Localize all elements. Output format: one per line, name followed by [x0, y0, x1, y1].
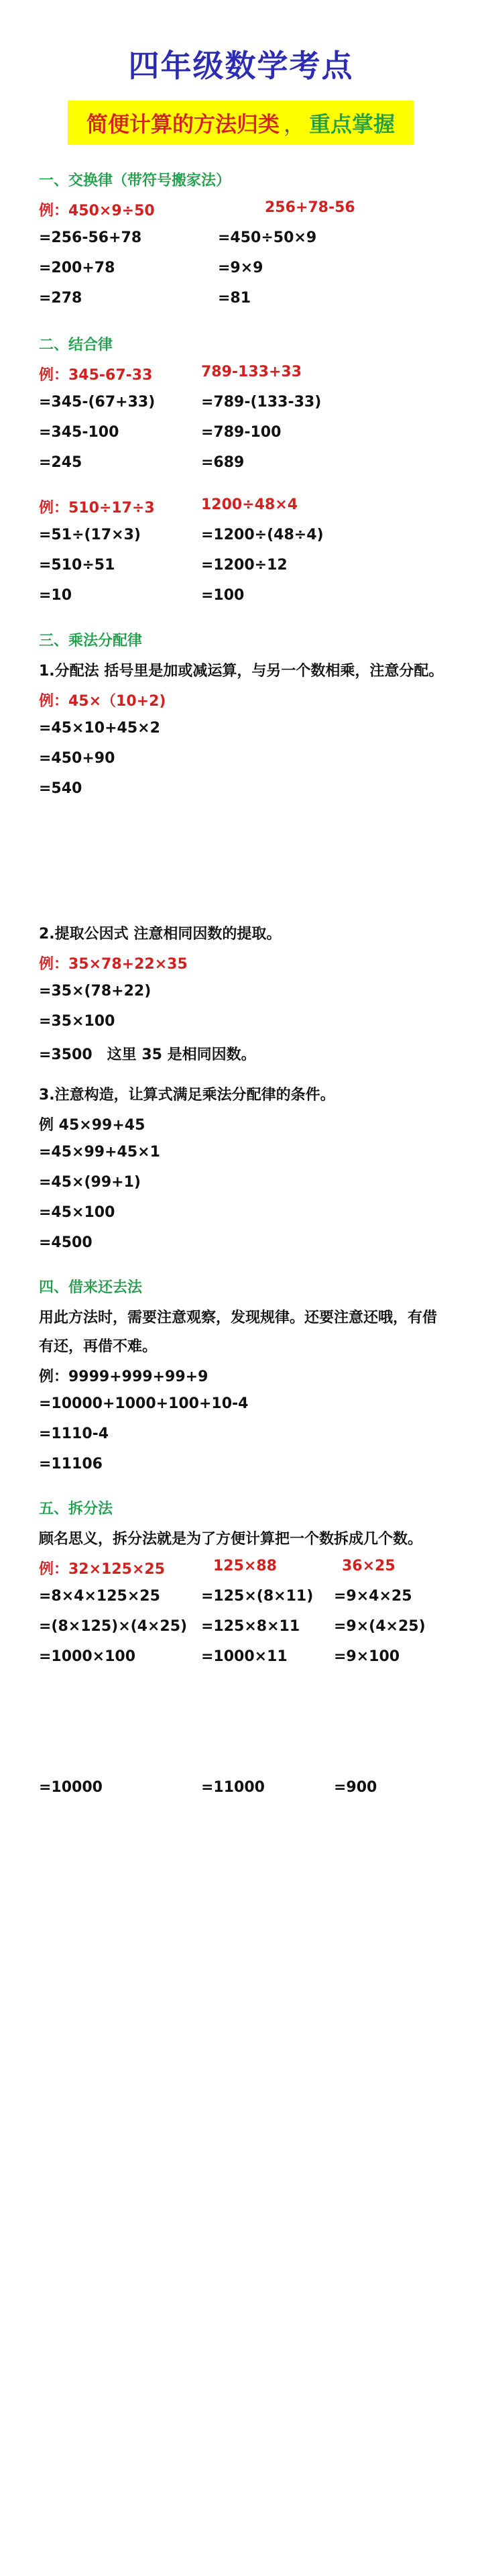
description-line: 用此方法时，需要注意观察，发现规律。还要注意还哦，有借 — [39, 1309, 438, 1326]
step-line: =510÷51 — [39, 557, 115, 574]
step-line: =(8×125)×(4×25) — [39, 1618, 188, 1635]
step-line: =45×99+45×1 — [39, 1144, 160, 1161]
banner-text-main: 简便计算的方法归类 — [86, 111, 280, 137]
step-line: =9×100 — [334, 1648, 400, 1665]
step-line: =789-(133-33) — [201, 394, 322, 411]
subtitle-banner — [68, 101, 414, 145]
example-line: 例：345-67-33 — [39, 367, 153, 384]
step-line: =81 — [218, 290, 251, 307]
example-line: 789-133+33 — [201, 364, 302, 380]
description-line: 有还，再借不难。 — [39, 1338, 158, 1355]
step-line: =10000 — [39, 1779, 103, 1796]
example-line: 36×25 — [342, 1558, 396, 1574]
page-title: 四年级数学考点 — [128, 48, 354, 84]
step-line: =345-100 — [39, 424, 119, 441]
step-line: =245 — [39, 454, 82, 471]
step-line: =278 — [39, 290, 82, 307]
step-line: =1200÷(48÷4) — [201, 527, 324, 543]
example-line: 例：45×（10+2) — [39, 693, 166, 710]
subheading: 2.提取公因式 注意相同因数的提取。 — [39, 926, 282, 943]
step-line: =3500 这里 35 是相同因数。 — [39, 1046, 256, 1063]
step-line: =689 — [201, 454, 245, 471]
step-line: =1110-4 — [39, 1426, 109, 1442]
subheading: 3.注意构造，让算式满足乘法分配律的条件。 — [39, 1087, 335, 1104]
step-line: =345-(67+33) — [39, 394, 156, 411]
example-line: 1200÷48×4 — [201, 496, 298, 513]
step-line: =10000+1000+100+10-4 — [39, 1395, 249, 1412]
step-line: =45×100 — [39, 1204, 115, 1221]
step-line: =35×(78+22) — [39, 983, 152, 1000]
step-line: =4500 — [39, 1234, 93, 1251]
description-line: 顾名思义，拆分法就是为了方便计算把一个数拆成几个数。 — [39, 1531, 423, 1548]
section-heading-borrow-return: 四、借来还去法 — [39, 1279, 143, 1296]
step-line: =1200÷12 — [201, 557, 288, 574]
section-heading-distributive: 三、乘法分配律 — [39, 633, 143, 649]
step-line: =450÷50×9 — [218, 229, 317, 246]
example-line: 例：510÷17÷3 — [39, 500, 155, 517]
step-line: =1000×100 — [39, 1648, 136, 1665]
step-line: =9×9 — [218, 260, 263, 276]
example-line: 例 45×99+45 — [39, 1117, 145, 1134]
step-line: =900 — [334, 1779, 377, 1796]
step-line: =256-56+78 — [39, 229, 142, 246]
step-line: =9×4×25 — [334, 1588, 412, 1605]
step-line: =45×10+45×2 — [39, 720, 160, 737]
banner-text-emphasis: 重点掌握 — [309, 111, 396, 137]
step-line: =11106 — [39, 1456, 103, 1472]
example-line: 125×88 — [213, 1558, 277, 1574]
step-line: =200+78 — [39, 260, 115, 276]
example-line: 例：9999+999+99+9 — [39, 1368, 208, 1385]
example-line: 例：450×9÷50 — [39, 203, 155, 219]
section-heading-split: 五、拆分法 — [39, 1501, 113, 1517]
step-line: =100 — [201, 587, 245, 604]
step-line: =45×(99+1) — [39, 1174, 141, 1191]
subheading: 1.分配法 括号里是加或减运算，与另一个数相乘，注意分配。 — [39, 663, 444, 680]
step-line: =125×(8×11) — [201, 1588, 314, 1605]
step-line: =10 — [39, 587, 72, 604]
step-line: =450+90 — [39, 750, 115, 767]
step-line: =11000 — [201, 1779, 265, 1796]
example-line: 例：35×78+22×35 — [39, 956, 188, 973]
step-line: =8×4×125×25 — [39, 1588, 160, 1605]
step-line: =125×8×11 — [201, 1618, 300, 1635]
example-line: 256+78-56 — [265, 199, 355, 216]
step-line: =789-100 — [201, 424, 282, 441]
step-line: =540 — [39, 780, 82, 797]
section-heading-associative: 二、结合律 — [39, 337, 113, 354]
step-line: =1000×11 — [201, 1648, 288, 1665]
step-line: =9×(4×25) — [334, 1618, 426, 1635]
banner-separator: ， — [283, 111, 305, 137]
step-line: =51÷(17×3) — [39, 527, 141, 543]
example-line: 例：32×125×25 — [39, 1561, 166, 1578]
section-heading-commutative: 一、交换律（带符号搬家法） — [39, 172, 231, 189]
step-line: =35×100 — [39, 1013, 115, 1030]
